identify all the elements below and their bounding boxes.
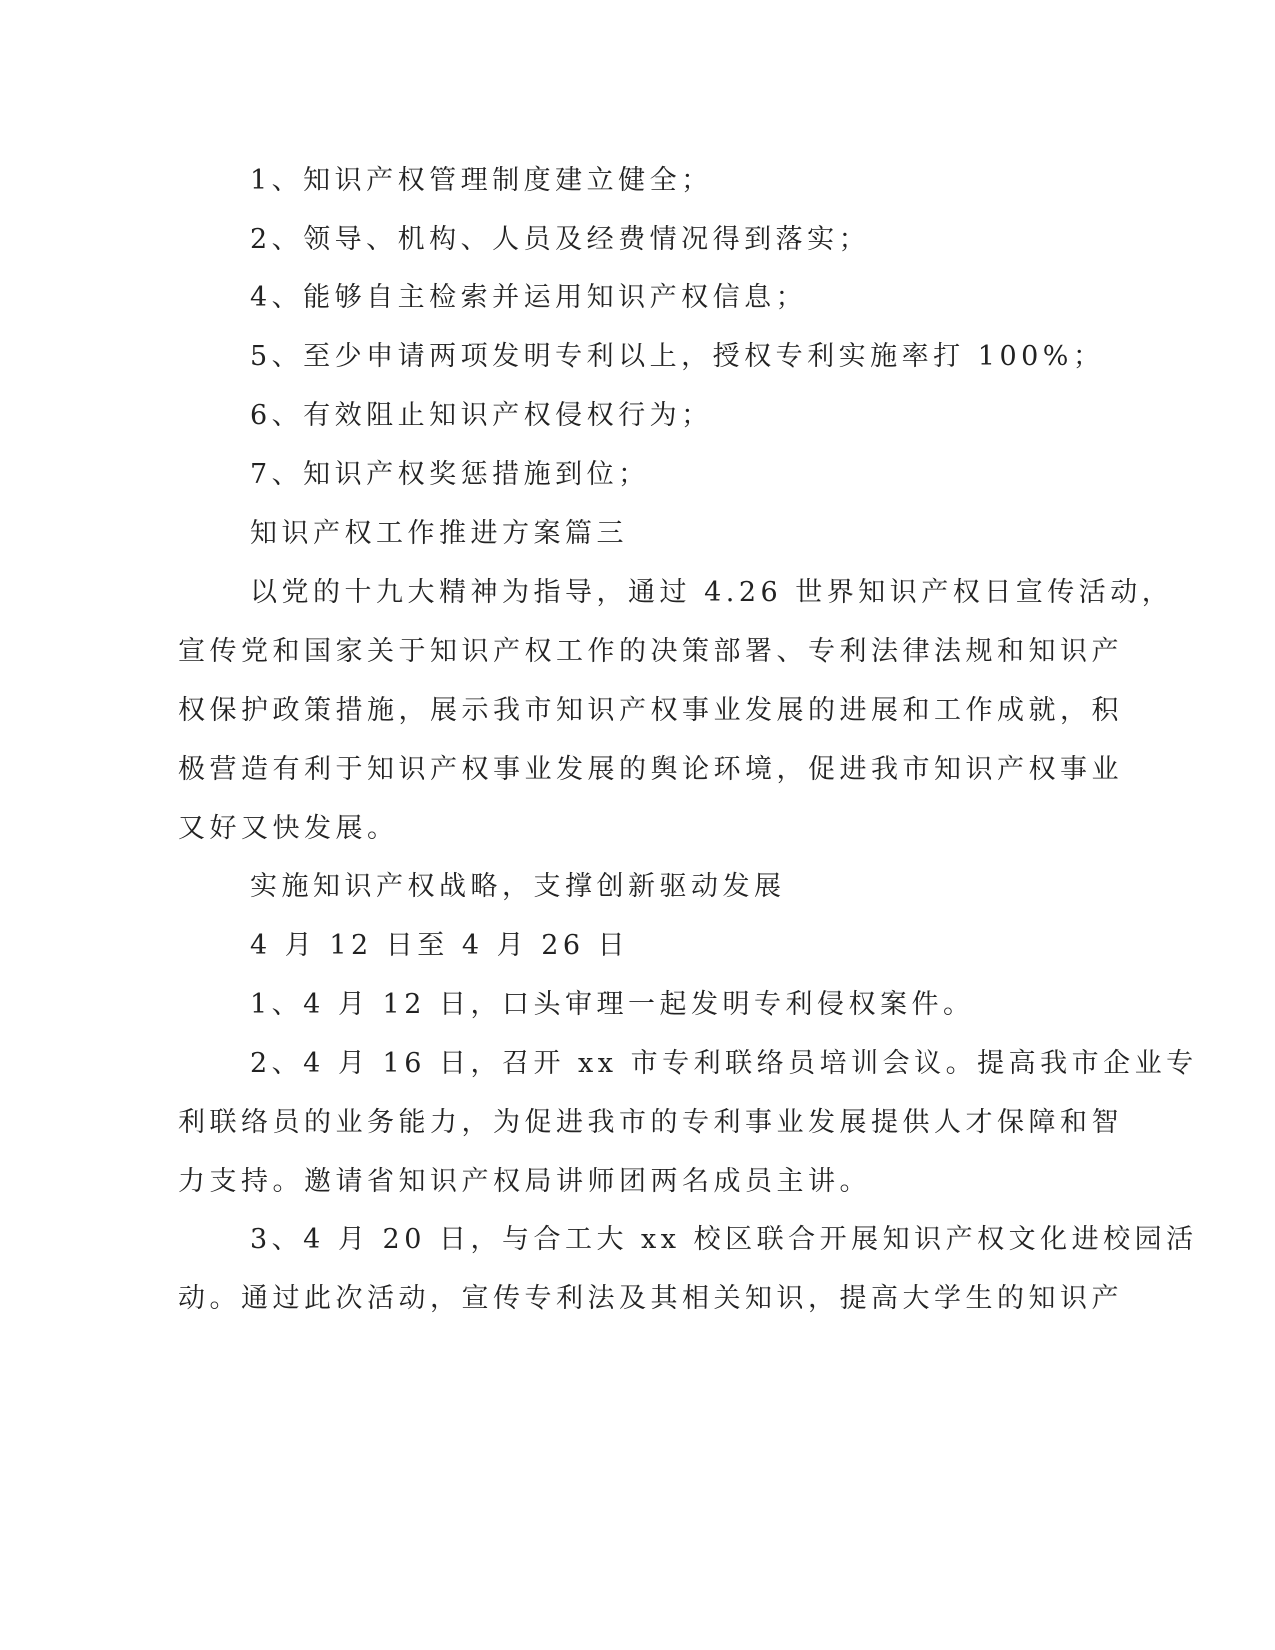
paragraph-line: 动。通过此次活动，宣传专利法及其相关知识，提高大学生的知识产 [178,1283,1123,1314]
paragraph-line: 3、4 月 20 日，与合工大 xx 校区联合开展知识产权文化进校园活 [250,1224,1198,1255]
paragraph-line: 2、4 月 16 日，召开 xx 市专利联络员培训会议。提高我市企业专 [250,1048,1198,1079]
list-item-5: 5、至少申请两项发明专利以上，授权专利实施率打 100%； [250,341,1105,372]
list-item-7: 7、知识产权奖惩措施到位； [250,459,650,490]
paragraph-line: 又好又快发展。 [178,813,399,844]
date-range: 4 月 12 日至 4 月 26 日 [250,930,630,961]
list-item-6: 6、有效阻止知识产权侵权行为； [250,400,713,431]
list-item-4: 4、能够自主检索并运用知识产权信息； [250,282,808,313]
event-item-2 [0,1046,1275,1200]
theme-line: 实施知识产权战略，支撑创新驱动发展 [250,871,786,902]
paragraph-line: 利联络员的业务能力，为促进我市的专利事业发展提供人才保障和智 [178,1107,1123,1138]
paragraph-line: 极营造有利于知识产权事业发展的舆论环境，促进我市知识产权事业 [178,754,1123,785]
event-item-3 [0,1222,1275,1317]
section-heading: 知识产权工作推进方案篇三 [250,518,628,549]
paragraph-line: 权保护政策措施，展示我市知识产权事业发展的进展和工作成就，积 [178,695,1123,726]
list-item-1: 1、知识产权管理制度建立健全； [250,165,713,196]
paragraph-line: 宣传党和国家关于知识产权工作的决策部署、专利法律法规和知识产 [178,636,1123,667]
paragraph-line: 以党的十九大精神为指导，通过 4.26 世界知识产权日宣传活动， [250,577,1174,608]
guiding-paragraph [0,575,1275,847]
event-item-1: 1、4 月 12 日，口头审理一起发明专利侵权案件。 [250,989,975,1020]
list-item-2: 2、领导、机构、人员及经费情况得到落实； [250,224,871,255]
paragraph-line: 力支持。邀请省知识产权局讲师团两名成员主讲。 [178,1166,871,1197]
